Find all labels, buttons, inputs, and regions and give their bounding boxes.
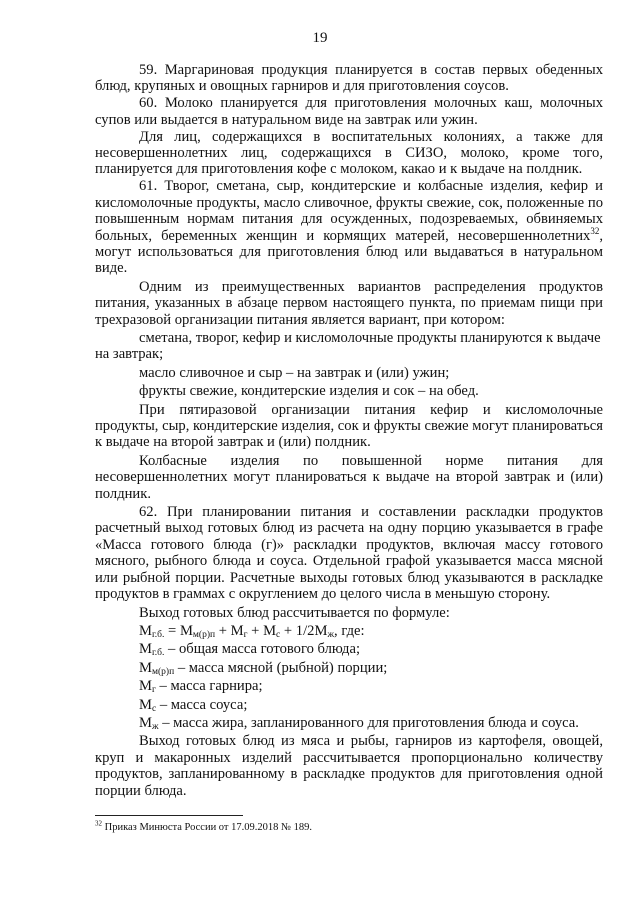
definition-sauce: $М_с$ – масса соуса; <box>139 696 248 714</box>
footnote-number: 32 <box>95 819 102 828</box>
paragraph-60-continued: Для лиц, содержащихся в воспитательных колониях, а также для несовершеннолетних лиц, содержащихся в СИЗО, молоко, кроме того, планируется для приготовления кофе с молоком, какао и к выдаче на полдник. <box>95 128 603 178</box>
definition-meat-portion: $М_{м(р)п}$ – масса мясной (рыбной) порции; <box>139 659 388 677</box>
paragraph-61-distribution: Одним из преимущественных вариантов распределения продуктов питания, указанных в абзаце первом настоящего пункта, по приемам пищи при трехразовой организации питания является вариант, при котором: <box>95 278 603 328</box>
footnote-divider <box>95 815 243 816</box>
paragraph-61-sausage: Колбасные изделия по повышенной норме питания для несовершеннолетних могут планироваться к выдаче на второй завтрак и (или) полдник. <box>95 452 603 502</box>
paragraph-61-text-end: , могут использоваться для приготовления блюд или выдаваться в натуральном виде. <box>95 227 603 277</box>
list-item-breakfast-dinner: масло сливочное и сыр – на завтрак и (или) ужин; <box>139 364 450 381</box>
definition-fat: $М_ж$ – масса жира, запланированного для приготовления блюда и соуса. <box>139 714 579 732</box>
definition-total-mass: $М_{г.б.}$ – общая масса готового блюда; <box>139 641 360 659</box>
formula-intro: Выход готовых блюд рассчитывается по формуле: <box>139 604 450 621</box>
footnote <box>95 819 603 834</box>
paragraph-60: 60. Молоко планируется для приготовления молочных каш, молочных супов или выдается в натуральном виде на завтрак или ужин. <box>95 95 603 128</box>
paragraph-62-yield: Выход готовых блюд из мяса и рыбы, гарниров из картофеля, овощей, круп и макаронных изделий рассчитывается пропорционально количеству продуктов, запланированному в раскладке продуктов для приготовления одной порции блюда. <box>95 733 603 799</box>
definition-garnish: $М_г$ – масса гарнира; <box>139 678 263 696</box>
footnote-text: Приказ Минюста России от 17.09.2018 № 189. <box>102 822 313 833</box>
paragraph-61 <box>95 178 603 276</box>
formula: $М_{г.б.} = М_{м(р)п} + М_г + М_с + 1/2М_ж$, где: <box>139 622 365 640</box>
footnote-ref-32: 32 <box>590 225 600 236</box>
paragraph-61-five-meals: При пятиразовой организации питания кефир и кисломолочные продукты, сыр, кондитерские изделия, сок и фрукты свежие могут планироваться к выдаче на второй завтрак и (или) полдник. <box>95 401 603 451</box>
paragraph-59: 59. Маргариновая продукция планируется в состав первых обеденных блюд, крупяных и овощных гарниров и для приготовления соусов. <box>95 62 603 95</box>
page-number: 19 <box>312 30 328 46</box>
list-item-lunch: фрукты свежие, кондитерские изделия и сок – на обед. <box>139 383 479 400</box>
paragraph-62: 62. При планировании питания и составлении раскладки продуктов расчетный выход готовых блюд из расчета на одну порцию указывается в графе «Масса готового блюда (г)» раскладки продуктов, включая массу готового мясного, рыбного блюда и соуса. Отдельной графой указывается масса мясной или рыбной порции. Расчетные выходы готовых блюд указываются в раскладке продуктов в граммах с округлением до целого числа в меньшую сторону. <box>95 504 603 603</box>
document-body <box>95 62 603 799</box>
list-item-breakfast: сметана, творог, кефир и кисломолочные продукты планируются к выдаче на завтрак; <box>95 330 601 363</box>
paragraph-61-text: 61. Творог, сметана, сыр, кондитерские и колбасные изделия, кефир и кисломолочные продукты, масло сливочное, фрукты свежие, сок, положенные по повышенным нормам питания для осужденных, подозреваемых, обвиняемых больных, беременных женщин и кормящих матерей, несовершеннолетних <box>95 178 603 244</box>
